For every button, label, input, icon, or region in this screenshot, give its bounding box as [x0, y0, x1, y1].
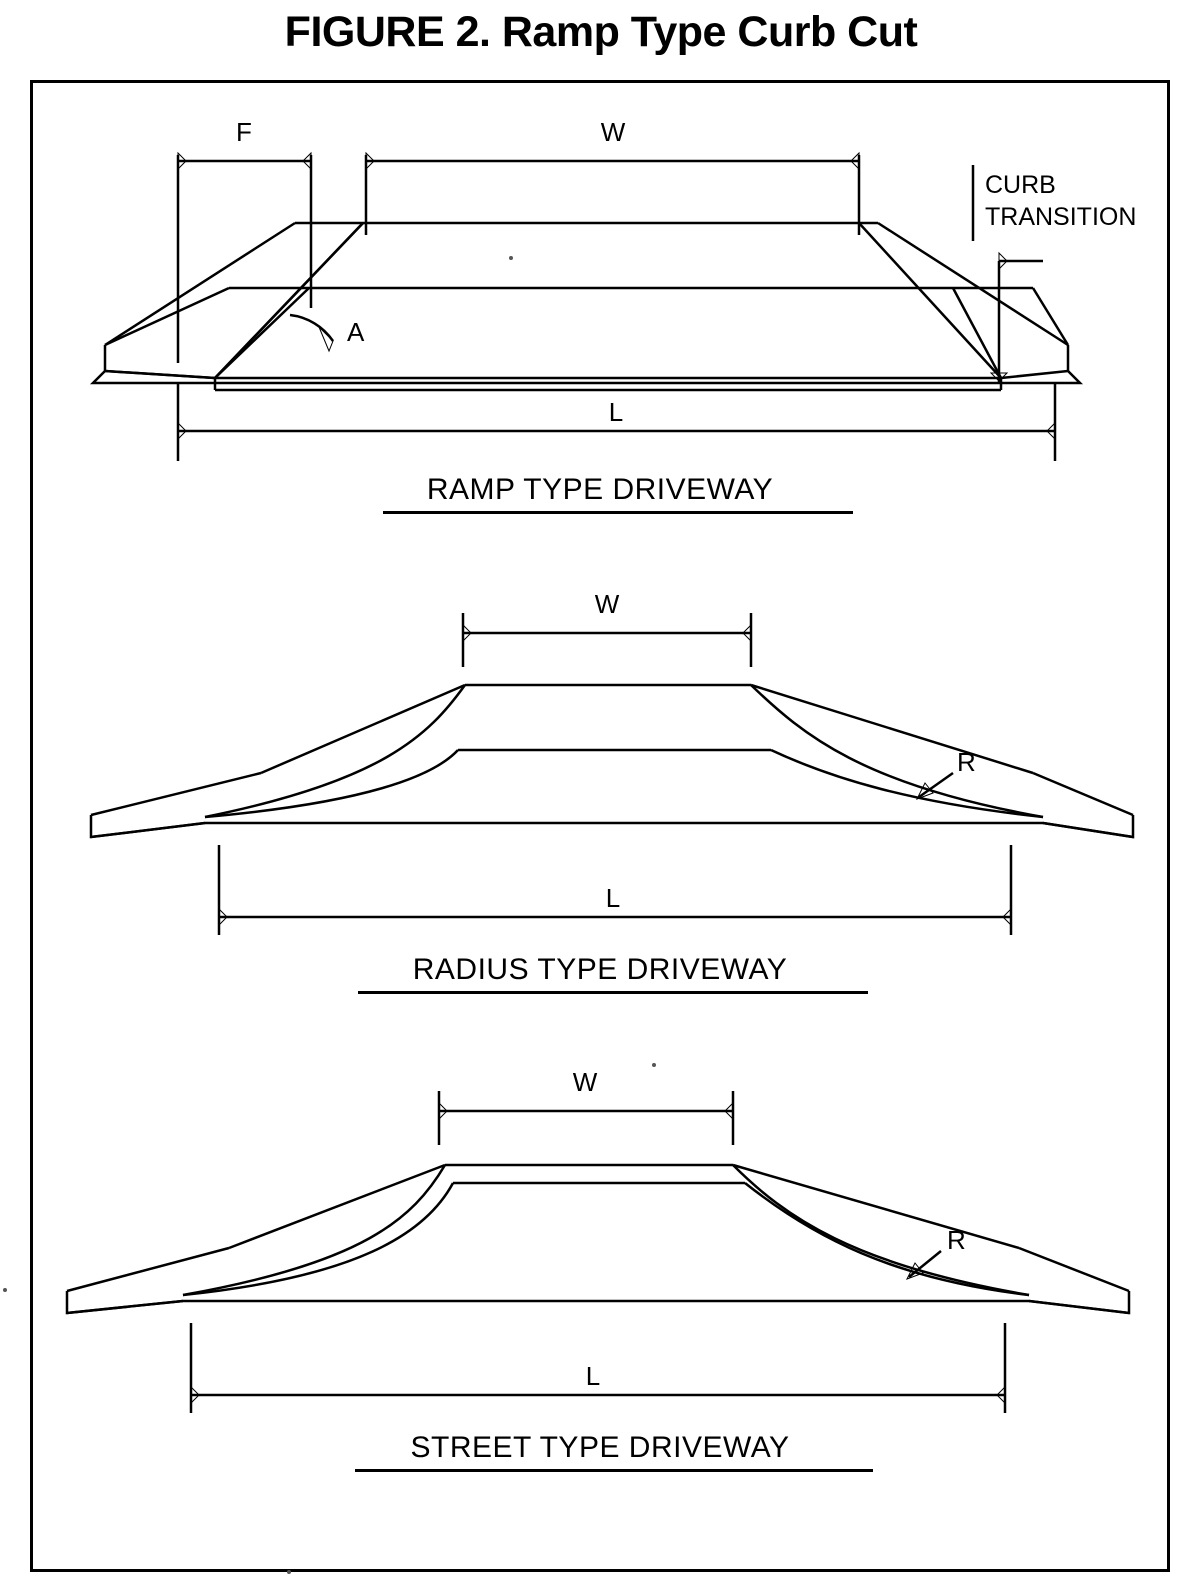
scan-speck [3, 1288, 7, 1292]
dimension-f [178, 153, 311, 363]
dimension-w [439, 1091, 733, 1145]
label-l: L [585, 1361, 601, 1391]
label-w: W [594, 589, 620, 619]
scan-speck [652, 1063, 656, 1067]
page-title: FIGURE 2. Ramp Type Curb Cut [284, 8, 918, 56]
panel-ramp-type-driveway [33, 83, 1167, 533]
label-a: A [347, 317, 365, 347]
radius-body-outline [91, 685, 1133, 837]
label-l: L [605, 883, 621, 913]
label-r: R [947, 1225, 966, 1255]
street-body-outline [67, 1165, 1129, 1313]
caption-underline [355, 1469, 873, 1472]
label-curb-transition-line2: TRANSITION [985, 203, 1137, 231]
scan-speck [509, 256, 513, 260]
label-w: W [572, 1067, 598, 1097]
radius-type-diagram [33, 545, 1167, 965]
angle-a-indicator [290, 315, 333, 351]
figure-border [30, 80, 1170, 1572]
caption-radius-type-driveway: RADIUS TYPE DRIVEWAY [412, 953, 788, 986]
label-curb-transition-line1: CURB [985, 171, 1056, 199]
dimension-w [463, 613, 751, 667]
ramp-type-diagram [33, 83, 1167, 483]
panel-street-type-driveway [33, 1023, 1167, 1493]
label-w: W [600, 117, 626, 147]
caption-underline [383, 511, 853, 514]
caption-ramp-type-driveway: RAMP TYPE DRIVEWAY [426, 473, 774, 506]
label-f: F [236, 117, 252, 147]
label-l: L [608, 397, 624, 427]
panel-radius-type-driveway [33, 545, 1167, 1015]
street-type-diagram [33, 1023, 1167, 1443]
scan-speck [287, 1570, 291, 1574]
caption-underline [358, 991, 868, 994]
ramp-body-outline [93, 223, 1080, 390]
caption-street-type-driveway: STREET TYPE DRIVEWAY [410, 1431, 790, 1464]
label-r: R [957, 747, 976, 777]
